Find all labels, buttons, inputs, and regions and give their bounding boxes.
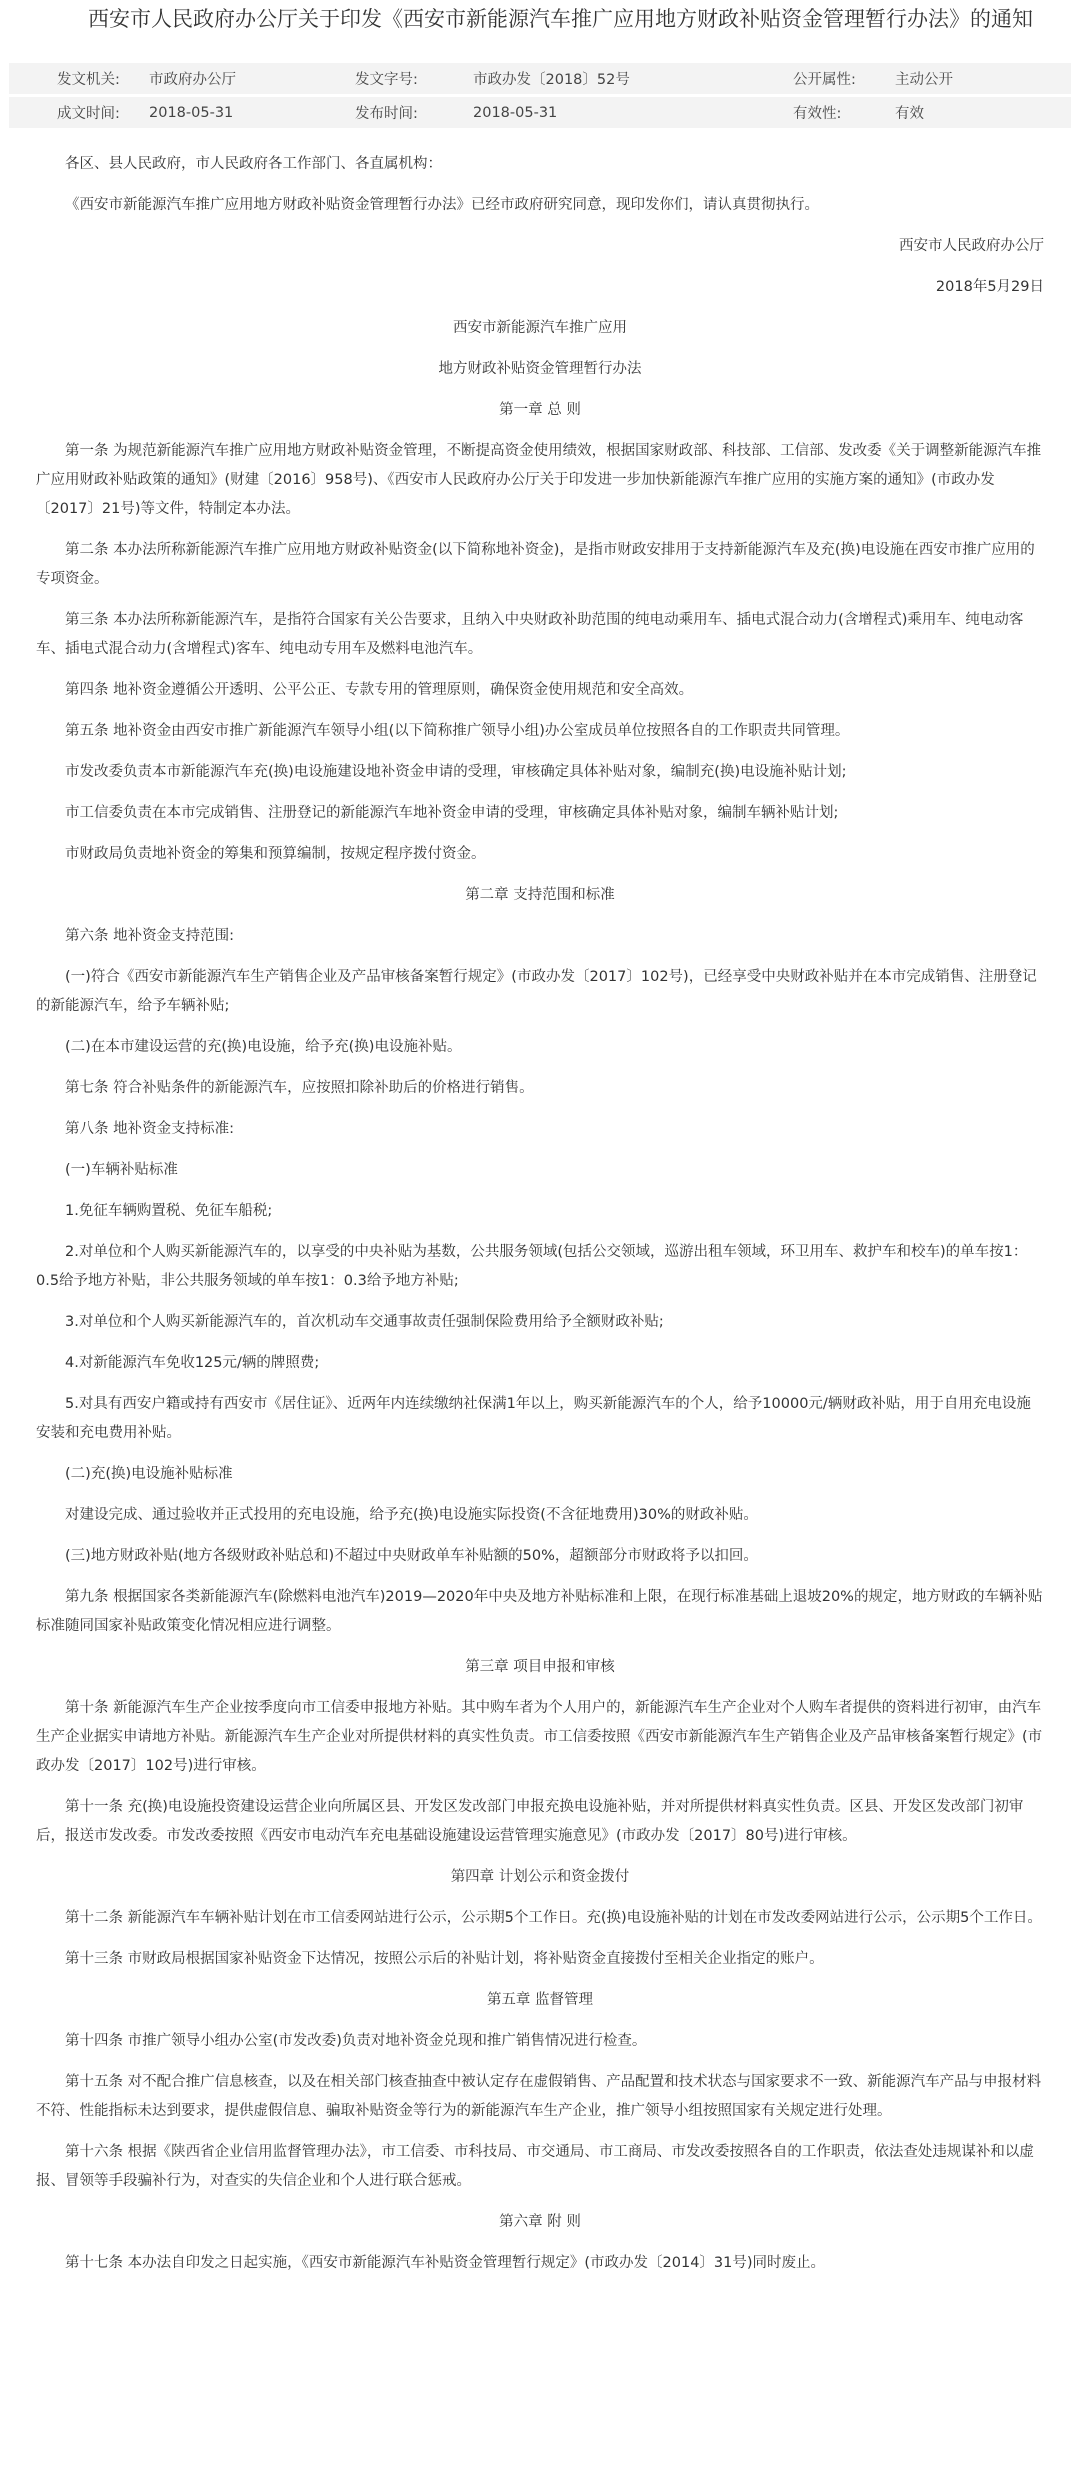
article-paragraph: 市发改委负责本市新能源汽车充(换)电设施建设地补资金申请的受理，审核确定具体补贴对象，编制充(换)电设施补贴计划; (65, 764, 847, 780)
article-paragraph: 市工信委负责在本市完成销售、注册登记的新能源汽车地补资金申请的受理，审核确定具体补贴对象，编制车辆补贴计划; (65, 805, 839, 821)
metadata-row (9, 63, 1071, 96)
article-paragraph: 3.对单位和个人购买新能源汽车的，首次机动车交通事故责任强制保险费用给予全额财政补贴; (65, 1314, 664, 1330)
article-paragraph: (二)充(换)电设施补贴标准 (65, 1466, 233, 1482)
article-paragraph: (二)在本市建设运营的充(换)电设施，给予充(换)电设施补贴。 (65, 1039, 462, 1055)
article-paragraph: 2.对单位和个人购买新能源汽车的，以享受的中央补贴为基数，公共服务领域(包括公交领域，巡游出租车领域，环卫用车、救护车和校车)的单车按1：0.5给予地方补贴，非公共服务领域的单车按1：0.3给予地方补贴; (36, 1244, 1028, 1289)
validity-label: 有效性: (683, 96, 889, 129)
metadata-row (9, 96, 1071, 129)
article-paragraph: 第三条 本办法所称新能源汽车，是指符合国家有关公告要求，且纳入中央财政补助范围的纯电动乘用车、插电式混合动力(含增程式)乘用车、纯电动客车、插电式混合动力(含增程式)客车、纯电动专用车及燃料电池汽车。 (36, 612, 1024, 657)
article-paragraph: 1.免征车辆购置税、免征车船税; (65, 1203, 273, 1219)
article-paragraph: 第一条 为规范新能源汽车推广应用地方财政补贴资金管理，不断提高资金使用绩效，根据国家财政部、科技部、工信部、发改委《关于调整新能源汽车推广应用财政补贴政策的通知》(财建〔2016〕958号)、《西安市人民政府办公厅关于印发进一步加快新能源汽车推广应用的实施方案的通知》(市政办发〔2017〕21号)等文件，特制定本办法。 (36, 443, 1042, 517)
chapter-heading: 第五章 监督管理 (486, 1992, 594, 2008)
article-paragraph: 市财政局负责地补资金的筹集和预算编制，按规定程序拨付资金。 (65, 846, 486, 862)
issuing-org-value: 市政府办公厅 (149, 72, 236, 88)
document-number-label: 发文字号: (355, 72, 418, 88)
release-date-value: 2018-05-31 (467, 96, 683, 129)
document-number-value: 市政办发〔2018〕52号 (473, 72, 630, 88)
article-paragraph: 第十一条 充(换)电设施投资建设运营企业向所属区县、开发区发改部门申报充换电设施补贴，并对所提供材料真实性负责。区县、开发区发改部门初审后，报送市发改委。市发改委按照《西安市电动汽车充电基础设施建设运营管理实施意见》(市政办发〔2017〕80号)进行审核。 (36, 1799, 1024, 1844)
article-paragraph: (一)符合《西安市新能源汽车生产销售企业及产品审核备案暂行规定》(市政办发〔2017〕102号)，已经享受中央财政补贴并在本市完成销售、注册登记的新能源汽车，给予车辆补贴; (36, 969, 1037, 1014)
article-paragraph: 第十五条 对不配合推广信息核查，以及在相关部门核查抽查中被认定存在虚假销售、产品配置和技术状态与国家要求不一致、新能源汽车产品与申报材料不符、性能指标未达到要求，提供虚假信息、骗取补贴资金等行为的新能源汽车生产企业，推广领导小组按照国家有关规定进行处理。 (36, 2074, 1042, 2119)
written-date-label: 成文时间: (9, 96, 143, 129)
publicity-value: 主动公开 (895, 72, 953, 88)
article-paragraph: 第四条 地补资金遵循公开透明、公平公正、专款专用的管理原则，确保资金使用规范和安全高效。 (65, 682, 694, 698)
article-paragraph: 第十六条 根据《陕西省企业信用监督管理办法》，市工信委、市科技局、市交通局、市工商局、市发改委按照各自的工作职责，依法查处违规谋补和以虚报、冒领等手段骗补行为，对查实的失信企业和个人进行联合惩戒。 (36, 2144, 1034, 2189)
chapter-heading: 第四章 计划公示和资金拨付 (450, 1869, 630, 1885)
notice-body (36, 150, 1044, 2278)
article-paragraph: 第六条 地补资金支持范围: (65, 928, 234, 944)
chapter-heading: 第三章 项目申报和审核 (465, 1659, 615, 1675)
chapter-heading: 第二章 支持范围和标准 (465, 887, 615, 903)
article-paragraph: 5.对具有西安户籍或持有西安市《居住证》、近两年内连续缴纳社保满1年以上，购买新能源汽车的个人，给予10000元/辆财政补贴，用于自用充电设施安装和充电费用补贴。 (36, 1396, 1031, 1441)
article-paragraph: 第二条 本办法所称新能源汽车推广应用地方财政补贴资金(以下简称地补资金)，是指市财政安排用于支持新能源汽车及充(换)电设施在西安市推广应用的专项资金。 (36, 542, 1035, 587)
notice-title: 西安市人民政府办公厅关于印发《西安市新能源汽车推广应用地方财政补贴资金管理暂行办法》的通知 (88, 7, 1033, 31)
chapter-heading: 第一章 总 则 (499, 402, 581, 418)
chapter-heading: 第六章 附 则 (499, 2214, 581, 2230)
document-metadata-table (9, 63, 1071, 128)
salutation: 各区、县人民政府，市人民政府各工作部门、各直属机构： (65, 156, 442, 172)
release-date-label: 发布时间: (319, 96, 467, 129)
article-paragraph: 第五条 地补资金由西安市推广新能源汽车领导小组(以下简称推广领导小组)办公室成员单位按照各自的工作职责共同管理。 (65, 723, 850, 739)
article-paragraph: 第十三条 市财政局根据国家补贴资金下达情况，按照公示后的补贴计划，将补贴资金直接拨付至相关企业指定的账户。 (65, 1951, 824, 1967)
written-date-value: 2018-05-31 (143, 96, 319, 129)
regulation-title-line-1: 西安市新能源汽车推广应用 (453, 320, 627, 336)
article-paragraph: 第九条 根据国家各类新能源汽车(除燃料电池汽车)2019—2020年中央及地方补贴标准和上限，在现行标准基础上退坡20%的规定，地方财政的车辆补贴标准随同国家补贴政策变化情况相应进行调整。 (36, 1589, 1043, 1634)
article-paragraph: 第十二条 新能源汽车车辆补贴计划在市工信委网站进行公示，公示期5个工作日。充(换)电设施补贴的计划在市发改委网站进行公示，公示期5个工作日。 (65, 1910, 1042, 1926)
article-paragraph: 对建设完成、通过验收并正式投用的充电设施，给予充(换)电设施实际投资(不含征地费用)30%的财政补贴。 (65, 1507, 758, 1523)
article-paragraph: (三)地方财政补贴(地方各级财政补贴总和)不超过中央财政单车补贴额的50%，超额部分市财政将予以扣回。 (65, 1548, 758, 1564)
article-paragraph: 第十四条 市推广领导小组办公室(市发改委)负责对地补资金兑现和推广销售情况进行检查。 (65, 2033, 647, 2049)
validity-value: 有效 (889, 96, 1071, 129)
article-paragraph: 第七条 符合补贴条件的新能源汽车，应按照扣除补助后的价格进行销售。 (65, 1080, 534, 1096)
article-paragraph: 第十七条 本办法自印发之日起实施，《西安市新能源汽车补贴资金管理暂行规定》(市政办发〔2014〕31号)同时废止。 (65, 2255, 826, 2271)
publicity-label: 公开属性: (793, 72, 856, 88)
article-paragraph: 第十条 新能源汽车生产企业按季度向市工信委申报地方补贴。其中购车者为个人用户的，新能源汽车生产企业对个人购车者提供的资料进行初审，由汽车生产企业据实申请地方补贴。新能源汽车生产企业对所提供材料的真实性负责。市工信委按照《西安市新能源汽车生产销售企业及产品审核备案暂行规定》(市政办发〔2017〕102号)进行审核。 (36, 1700, 1043, 1774)
regulation-title-line-2: 地方财政补贴资金管理暂行办法 (438, 361, 642, 377)
article-paragraph: 4.对新能源汽车免收125元/辆的牌照费; (65, 1355, 320, 1371)
article-paragraph: 第八条 地补资金支持标准: (65, 1121, 234, 1137)
article-paragraph: (一)车辆补贴标准 (65, 1162, 178, 1178)
signing-organization: 西安市人民政府办公厅 (899, 238, 1044, 254)
intro-paragraph: 《西安市新能源汽车推广应用地方财政补贴资金管理暂行办法》已经市政府研究同意，现印发你们，请认真贯彻执行。 (65, 197, 819, 213)
issuing-org-label: 发文机关: (57, 72, 120, 88)
signing-date: 2018年5月29日 (935, 279, 1044, 295)
